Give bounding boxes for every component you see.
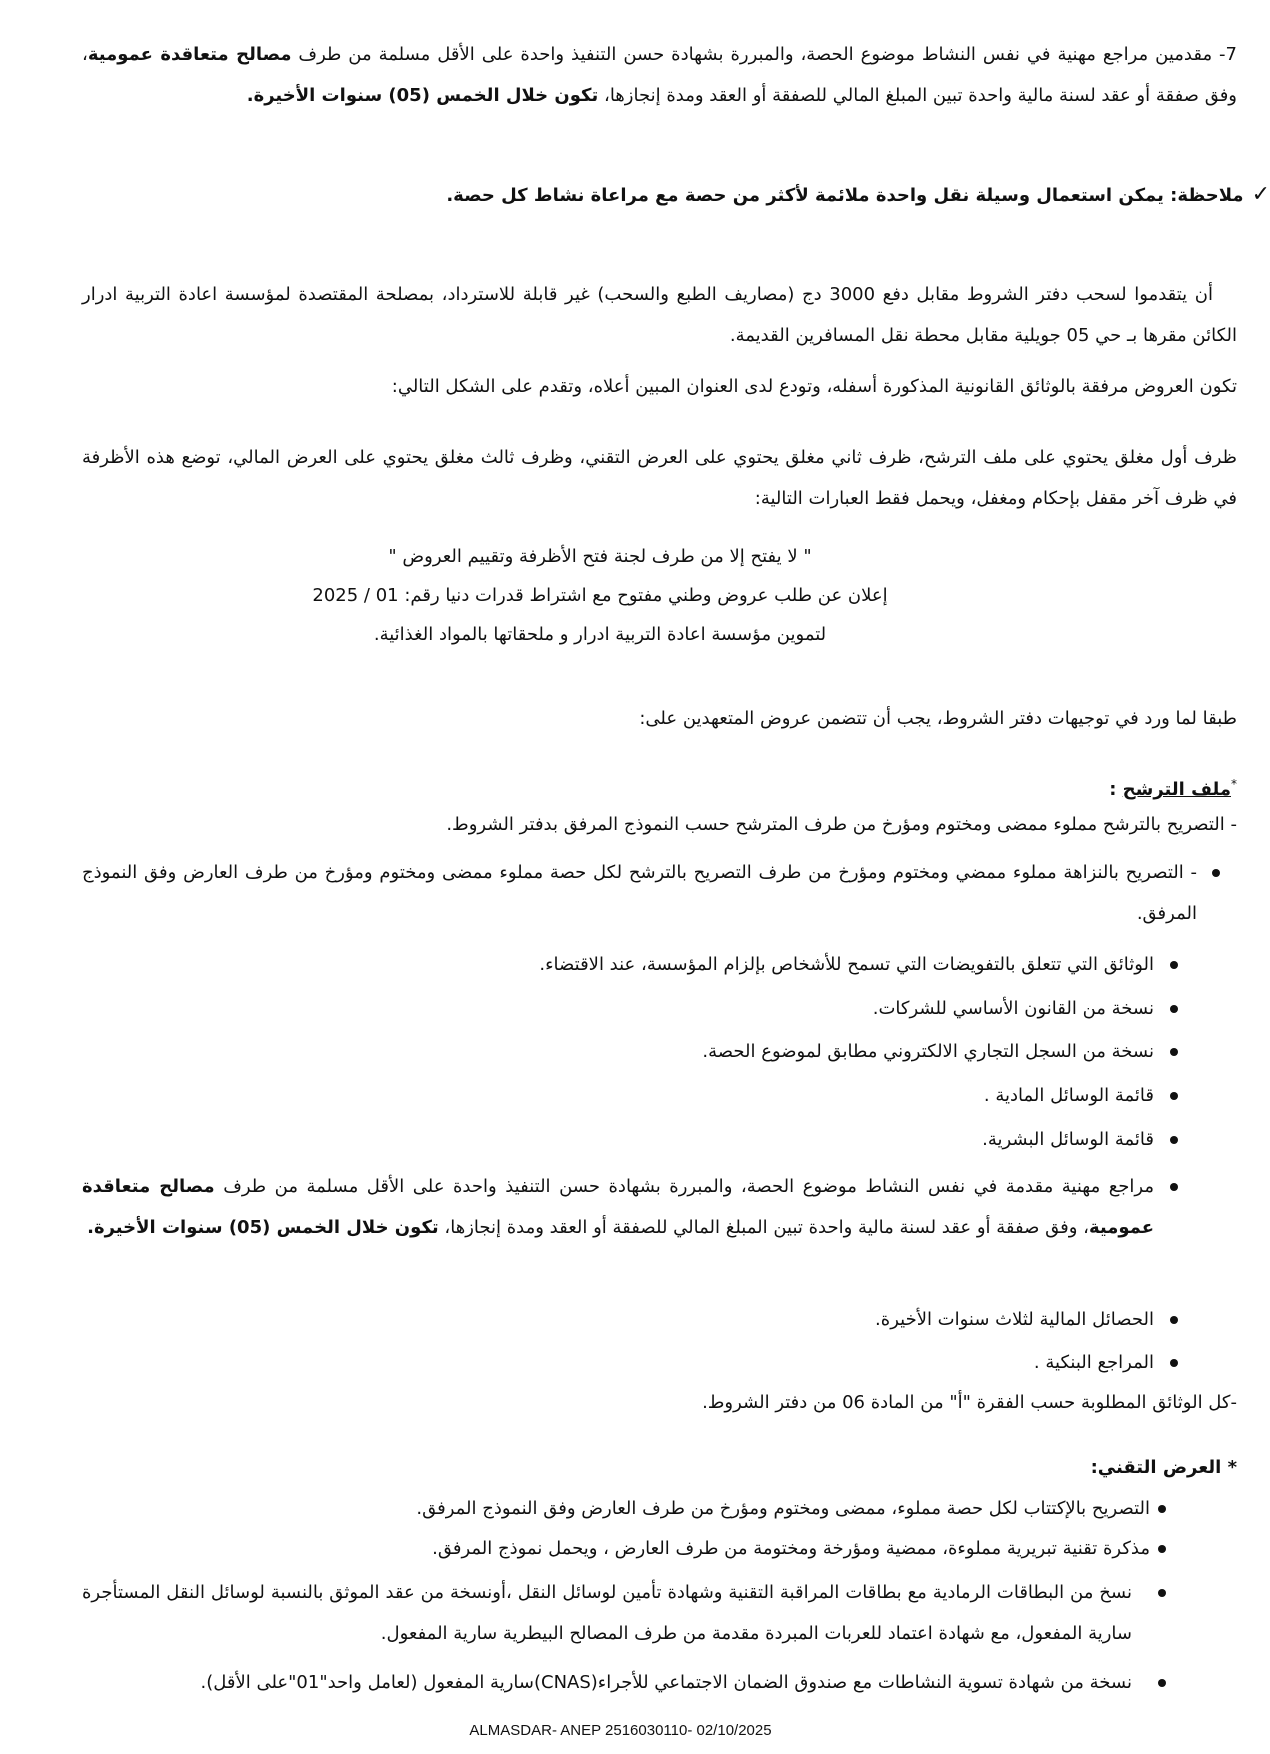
note: [200, 174, 1270, 216]
list-item: - التصريح بالنزاهة مملوء ممضي ومختوم ومؤرخ من طرف التصريح بالترشح لكل حصة مملوء ممضى ومختوم ومؤرخ من طرف العارض وفق النموذج المرفق.: [82, 862, 1197, 924]
quote-line: " لا يفتح إلا من طرف لجنة فتح الأظرفة وتقييم العروض ": [388, 546, 812, 567]
bold-text: تكون خلال الخمس (05) سنوات الأخيرة.: [246, 85, 599, 106]
bullet-icon: [1170, 1048, 1178, 1056]
footer-reference: ALMASDAR- ANEP 2516030110- 02/10/2025: [469, 1722, 772, 1739]
list-item: الحصائل المالية لثلاث سنوات الأخيرة.: [875, 1309, 1154, 1330]
bullet-icon: [1158, 1545, 1166, 1553]
bullet-icon: [1158, 1505, 1166, 1513]
bold-text: تكون خلال الخمس (05) سنوات الأخيرة.: [87, 1217, 439, 1238]
quote-line: لتموين مؤسسة اعادة التربية ادرار و ملحقاتها بالمواد الغذائية.: [373, 624, 827, 645]
bullet-icon: [1170, 1183, 1178, 1191]
bullet-icon: [1170, 1136, 1178, 1144]
paragraph-requirements: طبقا لما ورد في توجيهات دفتر الشروط، يجب أن تتضمن عروض المتعهدين على:: [639, 708, 1237, 729]
bullet-icon: [1170, 1092, 1178, 1100]
bold-text: مصالح متعاقدة عمومية: [82, 1176, 1154, 1238]
text: مراجع مهنية مقدمة في نفس النشاط موضوع الحصة، والمبررة بشهادة حسن التنفيذ واحدة على الأقل مسلمة من طرف: [214, 1176, 1155, 1197]
star: *: [1231, 777, 1237, 791]
check-icon: ✓: [1251, 182, 1270, 207]
list-item: قائمة الوسائل المادية .: [983, 1085, 1154, 1106]
list-item: الوثائق التي تتعلق بالتفويضات التي تسمح للأشخاص بإلزام المؤسسة، عند الاقتضاء.: [539, 954, 1154, 975]
candidacy-title: ملف الترشح: [1122, 779, 1231, 800]
list-item: مذكرة تقنية تبريرية مملوءة، ممضية ومؤرخة ومختومة من طرف العارض ، ويحمل نموذج المرفق.: [432, 1538, 1150, 1559]
text: ، وفق صفقة أو عقد لسنة مالية واحدة تبين المبلغ المالي للصفقة أو العقد ومدة إنجازها،: [438, 1217, 1089, 1238]
text: 7- مقدمين مراجع مهنية في نفس النشاط موضوع الحصة، والمبررة بشهادة حسن التنفيذ واحدة على الأقل مسلمة من طرف: [291, 44, 1237, 65]
bullet-icon: [1170, 1316, 1178, 1324]
paragraph-references: [82, 34, 1237, 116]
envelope-inscription: [300, 537, 900, 654]
bullet-icon: [1170, 1005, 1178, 1013]
list-item-references: [82, 1166, 1154, 1248]
text: ، وفق صفقة أو عقد لسنة مالية واحدة تبين المبلغ المالي للصفقة أو العقد ومدة إنجازها،: [82, 44, 1237, 106]
paragraph-envelopes: ظرف أول مغلق يحتوي على ملف الترشح، ظرف ثاني مغلق يحتوي على العرض التقني، وظرف ثالث مغلق يحتوي على العرض المالي، توضع هذه الأظرفة في ظرف آخر مقفل بإحكام ومغفل، ويحمل فقط العبارات التالية:: [82, 447, 1237, 509]
colon: :: [1109, 779, 1123, 800]
paragraph-offers: تكون العروض مرفقة بالوثائق القانونية المذكورة أسفله، وتودع لدى العنوان المبين أعلاه، وتقدم على الشكل التالي:: [391, 376, 1237, 397]
list-item: نسخة من شهادة تسوية النشاطات مع صندوق الضمان الاجتماعي للأجراء(CNAS)سارية المفعول (لعامل واحد"01"على الأقل).: [200, 1672, 1132, 1693]
note-text: ملاحظة: يمكن استعمال وسيلة نقل واحدة ملائمة لأكثر من حصة مع مراعاة نشاط كل حصة.: [446, 185, 1244, 206]
candidacy-outro: -كل الوثائق المطلوبة حسب الفقرة "أ" من المادة 06 من دفتر الشروط.: [702, 1392, 1237, 1413]
bullet-icon: [1158, 1679, 1166, 1687]
list-item: نسخة من السجل التجاري الالكتروني مطابق لموضوع الحصة.: [702, 1041, 1154, 1062]
paragraph-withdrawal: أن يتقدموا لسحب دفتر الشروط مقابل دفع 3000 دج (مصاريف الطبع والسحب) غير قابلة للاسترداد، بمصلحة المقتصدة لمؤسسة اعادة التربية ادرار الكائن مقرها بـ حي 05 جويلية مقابل محطة نقل المسافرين القديمة.: [82, 284, 1237, 346]
list-item: نسخ من البطاقات الرمادية مع بطاقات المراقبة التقنية وشهادة تأمين لوسائل النقل ،أونسخة من عقد الموثق بالنسبة لوسائل النقل المستأجرة سارية المفعول، مع شهادة اعتماد للعربات المبردة مقدمة من طرف المصالح البيطرية سارية المفعول.: [82, 1582, 1132, 1644]
quote-line: إعلان عن طلب عروض وطني مفتوح مع اشتراط قدرات دنيا رقم: 01 / 2025: [312, 585, 888, 606]
bullet-icon: [1212, 869, 1220, 877]
technical-heading: * العرض التقني:: [1090, 1457, 1237, 1478]
list-item: المراجع البنكية .: [1033, 1352, 1154, 1373]
candidacy-intro: - التصريح بالترشح مملوء ممضى ومختوم ومؤرخ من طرف المترشح حسب النموذج المرفق بدفتر الشروط.: [446, 814, 1237, 835]
bullet-icon: [1170, 1359, 1178, 1367]
bullet-icon: [1170, 961, 1178, 969]
list-item: التصريح بالإكتتاب لكل حصة مملوء، ممضى ومختوم ومؤرخ من طرف العارض وفق النموذج المرفق.: [416, 1498, 1150, 1519]
list-item: نسخة من القانون الأساسي للشركات.: [872, 998, 1154, 1019]
bold-text: مصالح متعاقدة عمومية: [87, 44, 292, 65]
bullet-icon: [1158, 1589, 1166, 1597]
list-item: قائمة الوسائل البشرية.: [982, 1129, 1154, 1150]
